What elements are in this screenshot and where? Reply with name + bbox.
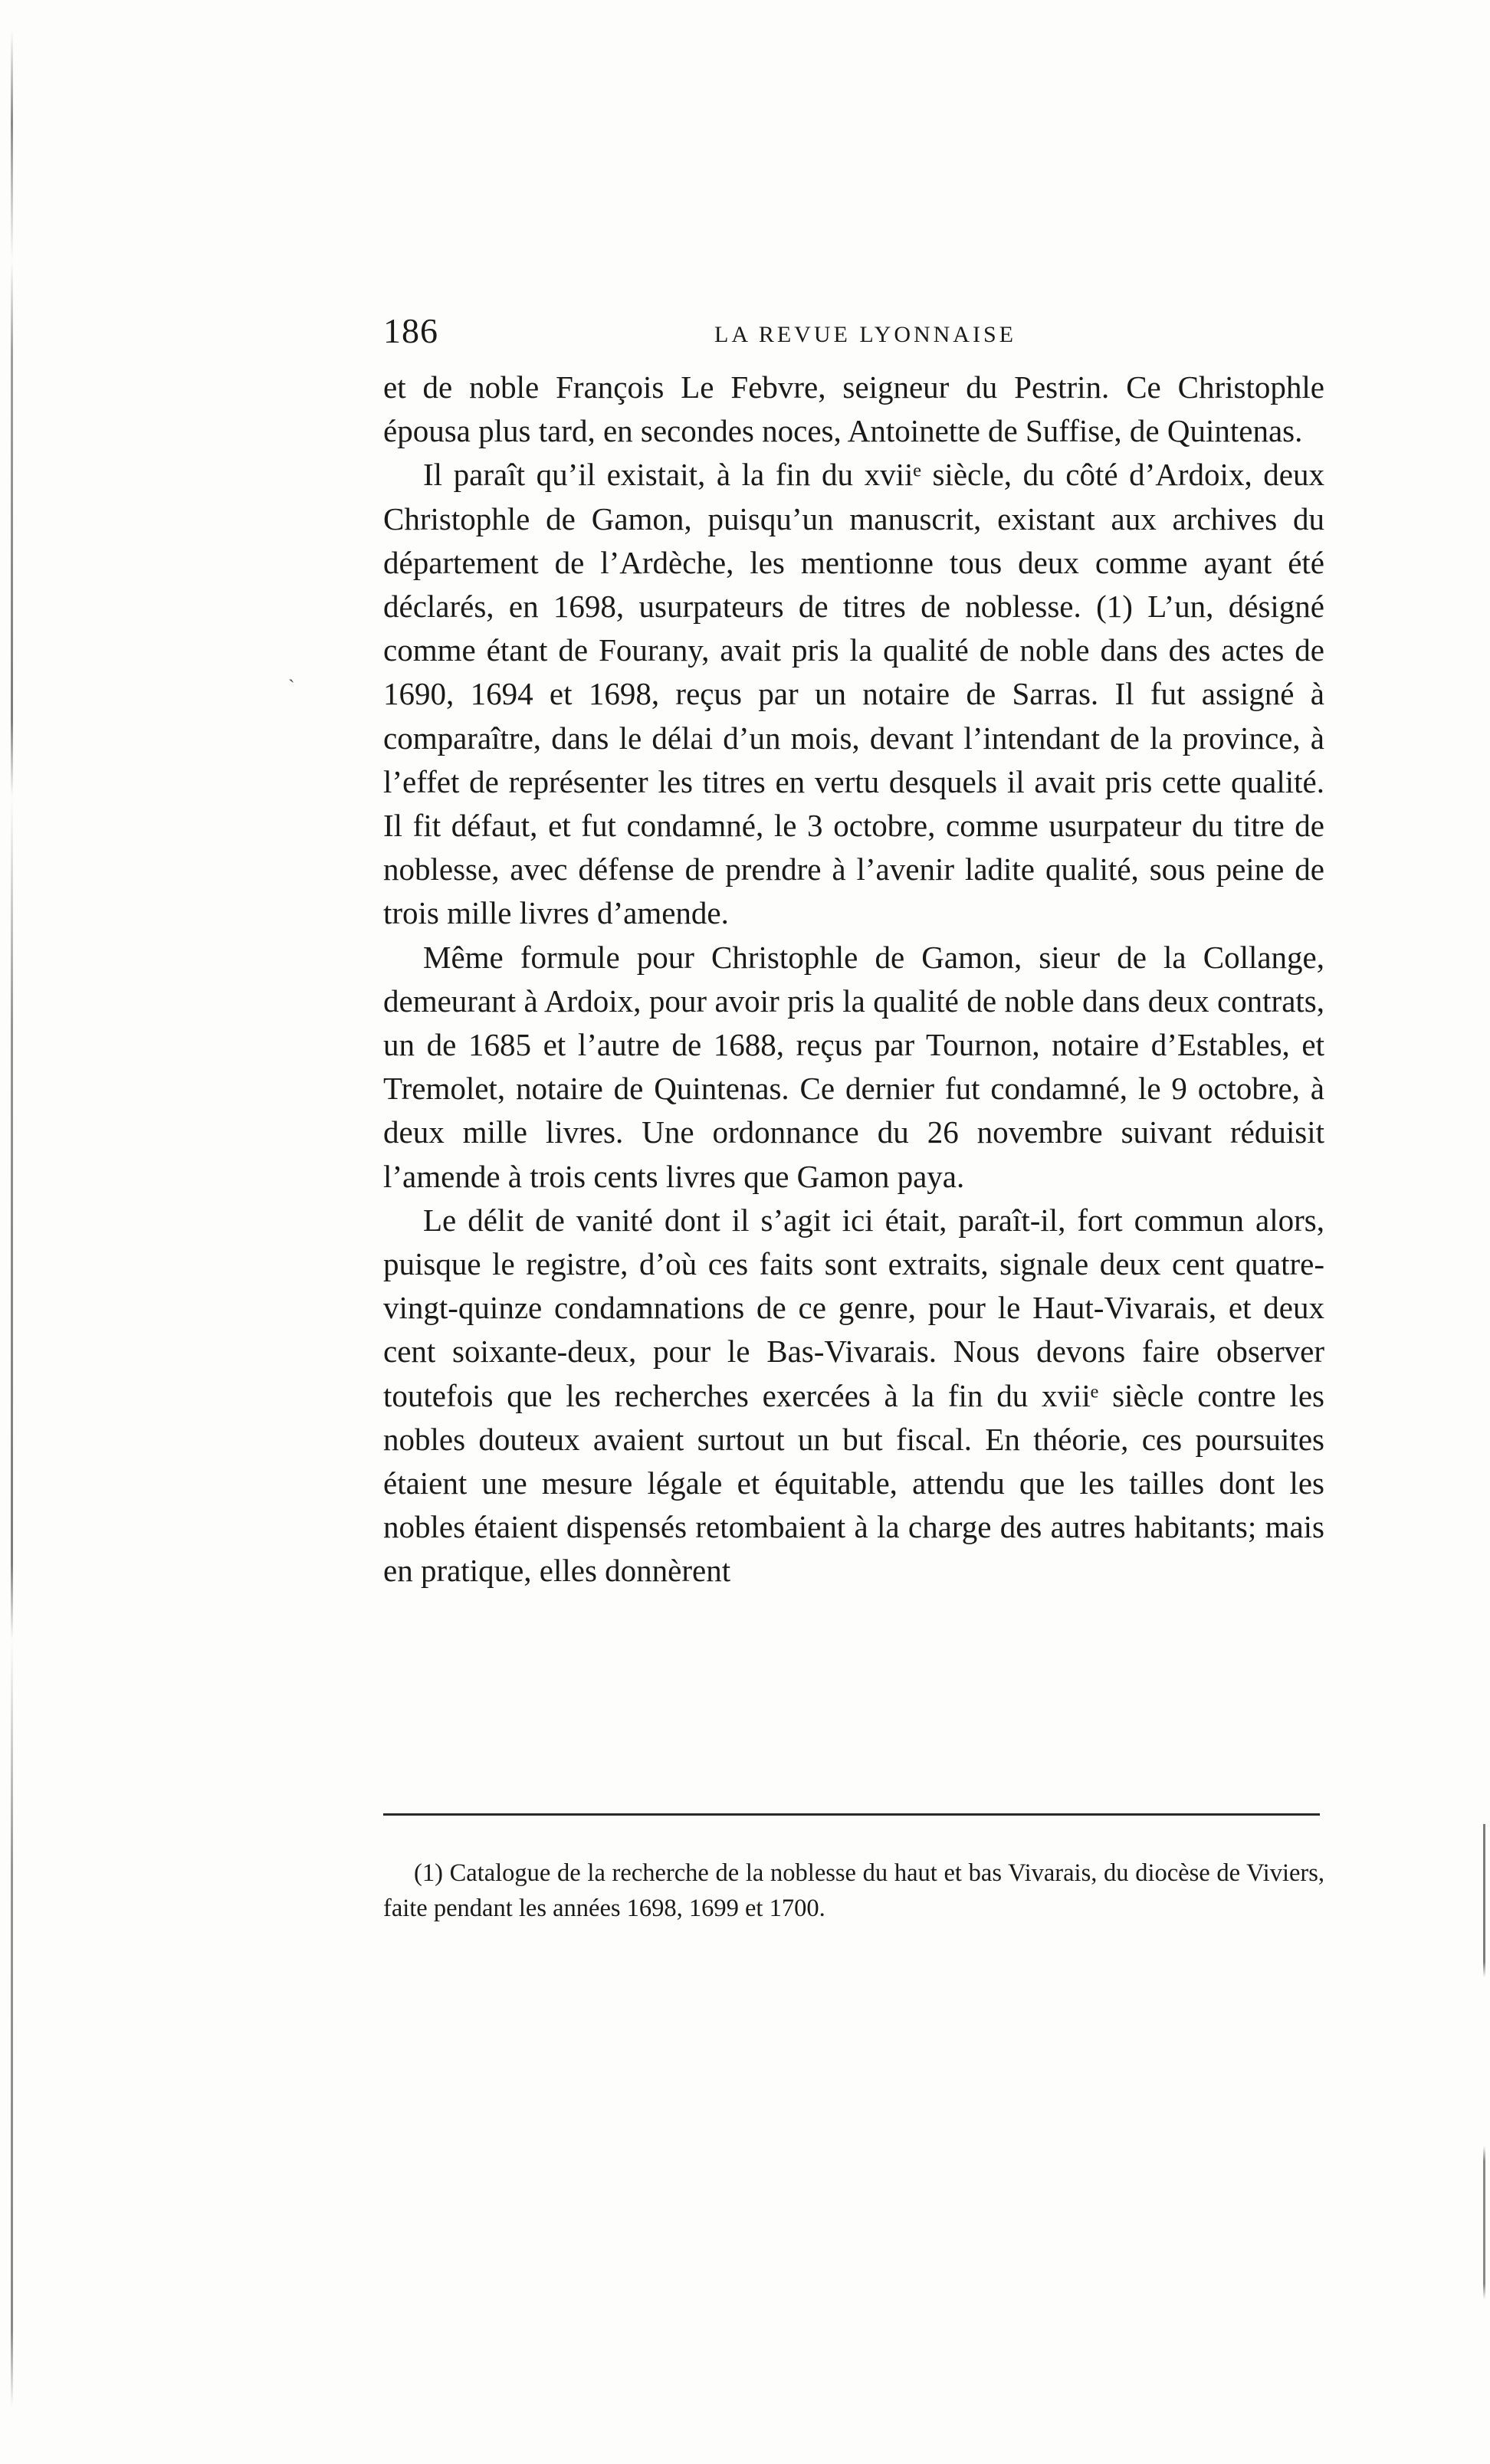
stray-mark: ˏ	[288, 661, 295, 683]
paragraph-1: et de noble François Le Febvre, seigneur du Pestrin. Ce Christophle épousa plus tard, en secondes noces, Antoinette de Suffise, de Quintenas.	[383, 369, 1324, 449]
paragraph-4: Le délit de vanité dont il s’agit ici était, paraît-il, fort commun alors, puisque le registre, d’où ces faits sont extraits, signale deux cent quatre-vingt-quinze condamnations de ce genre, pour le Haut-Vivarais, et deux cent soixante-deux, pour le Bas-Vivarais. Nous devons faire observer toutefois que les recherches exercées à la fin du xviiᵉ siècle contre les nobles douteux avaient surtout un but fiscal. En théorie, ces poursuites étaient une mesure légale et équitable, attendu que les tailles dont les nobles étaient dispensés retombaient à la charge des autres habitants; mais en pratique, elles donnèrent	[383, 1202, 1324, 1589]
running-head	[383, 303, 1324, 356]
scan-edge-right	[1483, 1824, 1485, 2361]
page-content	[383, 303, 1324, 1593]
footnote-rule	[383, 1813, 1320, 1816]
scan-edge-left	[11, 31, 13, 2407]
journal-title: LA REVUE LYONNAISE	[714, 322, 1016, 347]
body-text	[383, 366, 1324, 1593]
page-number: 186	[383, 311, 438, 350]
paragraph-3: Même formule pour Christophle de Gamon, sieur de la Collange, demeurant à Ardoix, pour avoir pris la qualité de noble dans deux contrats, un de 1685 et l’autre de 1688, reçus par Tournon, notaire d’Estables, et Tremolet, notaire de Quintenas. Ce dernier fut condamné, le 9 octobre, à deux mille livres. Une ordonnance du 26 novembre suivant réduisit l’amende à trois cents livres que Gamon paya.	[383, 939, 1324, 1194]
footnote: (1) Catalogue de la recherche de la noblesse du haut et bas Vivarais, du diocèse de Viviers, faite pendant les années 1698, 1699 et 1700.	[383, 1859, 1324, 1922]
paragraph-2: Il paraît qu’il existait, à la fin du xviiᵉ siècle, du côté d’Ardoix, deux Christophle de Gamon, puisqu’un manuscrit, existant aux archives du département de l’Ardèche, les mentionne tous deux comme ayant été déclarés, en 1698, usurpateurs de titres de noblesse. (1) L’un, désigné comme étant de Fourany, avait pris la qualité de noble dans des actes de 1690, 1694 et 1698, reçus par un notaire de Sarras. Il fut assigné à comparaître, dans le délai d’un mois, devant l’intendant de la province, à l’effet de représenter les titres en vertu desquels il avait pris cette qualité. Il fit défaut, et fut condamné, le 3 octobre, comme usurpateur du titre de noblesse, avec défense de prendre à l’avenir ladite qualité, sous peine de trois mille livres d’amende.	[383, 457, 1324, 931]
